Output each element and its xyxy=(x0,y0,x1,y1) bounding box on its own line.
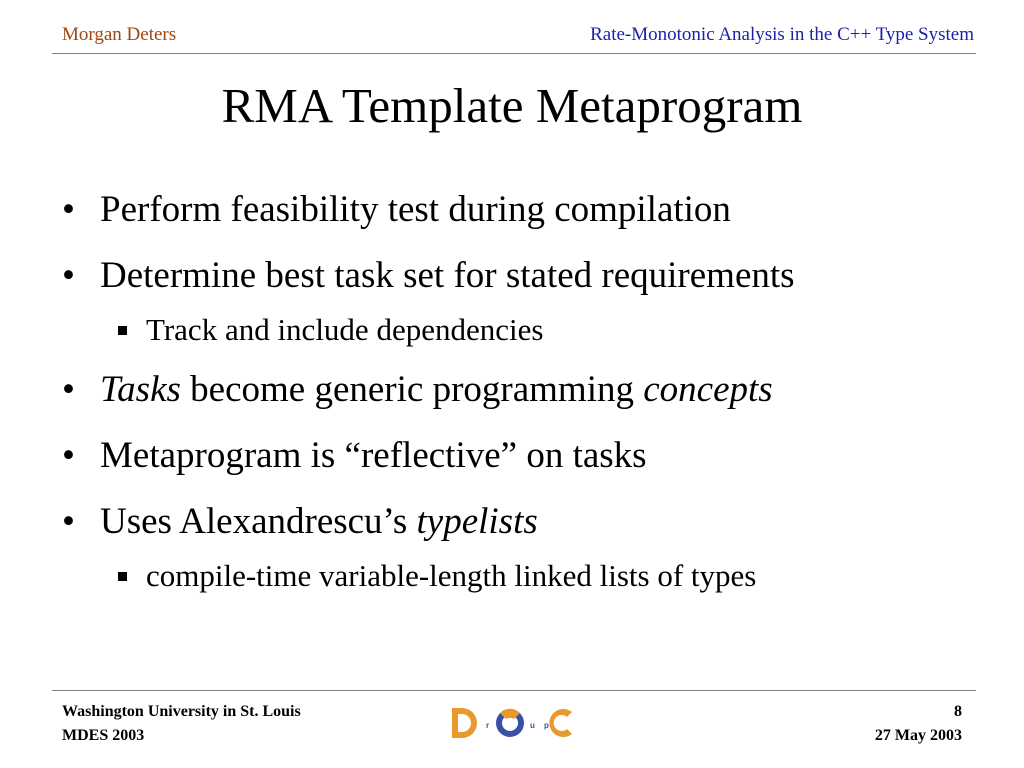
footer-date: 27 May 2003 xyxy=(874,727,962,744)
sub-bullet-item xyxy=(62,558,984,594)
bullet-dot: • xyxy=(62,501,75,542)
page-number: 8 xyxy=(954,703,962,720)
header-talk-title: Rate-Monotonic Analysis in the C++ Type System xyxy=(590,24,974,45)
bullet-list xyxy=(62,188,984,614)
bullet-italic-text: Tasks xyxy=(100,369,181,410)
bullet-dot: • xyxy=(62,255,75,296)
bullet-dot: • xyxy=(62,435,75,476)
header-divider xyxy=(52,53,976,54)
sub-bullet-text: compile-time variable-length linked lists of types xyxy=(146,558,757,593)
bullet-text: Metaprogram is “reflective” on tasks xyxy=(100,435,647,476)
bullet-italic-text: concepts xyxy=(643,369,773,410)
footer-institution: Washington University in St. Louis xyxy=(62,703,301,720)
square-bullet-icon xyxy=(118,572,127,581)
bullet-text: Uses Alexandrescu’s xyxy=(100,501,417,542)
svg-text:r: r xyxy=(486,721,490,730)
bullet-item xyxy=(62,254,984,298)
bullet-text: Perform feasibility test during compilation xyxy=(100,189,731,230)
bullet-italic-text: typelists xyxy=(416,501,538,542)
bullet-dot: • xyxy=(62,369,75,410)
square-bullet-icon xyxy=(118,326,127,335)
bullet-item xyxy=(62,500,984,544)
sub-bullet-text: Track and include dependencies xyxy=(146,312,544,347)
footer-right xyxy=(875,700,962,748)
bullet-item xyxy=(62,188,984,232)
footer-conference: MDES 2003 xyxy=(62,727,145,744)
svg-text:p: p xyxy=(544,721,549,730)
header-author: Morgan Deters xyxy=(62,24,177,45)
bullet-text: Determine best task set for stated requirements xyxy=(100,255,795,296)
footer-divider xyxy=(52,690,976,691)
bullet-dot: • xyxy=(62,189,75,230)
footer-left xyxy=(62,700,301,748)
bullet-item xyxy=(62,434,984,478)
bullet-text: become generic programming xyxy=(180,369,644,410)
svg-text:u: u xyxy=(530,721,535,730)
slide-title: RMA Template Metaprogram xyxy=(221,78,803,133)
doc-group-logo-icon xyxy=(448,704,578,749)
sub-bullet-item xyxy=(62,312,984,348)
bullet-item xyxy=(62,368,984,412)
